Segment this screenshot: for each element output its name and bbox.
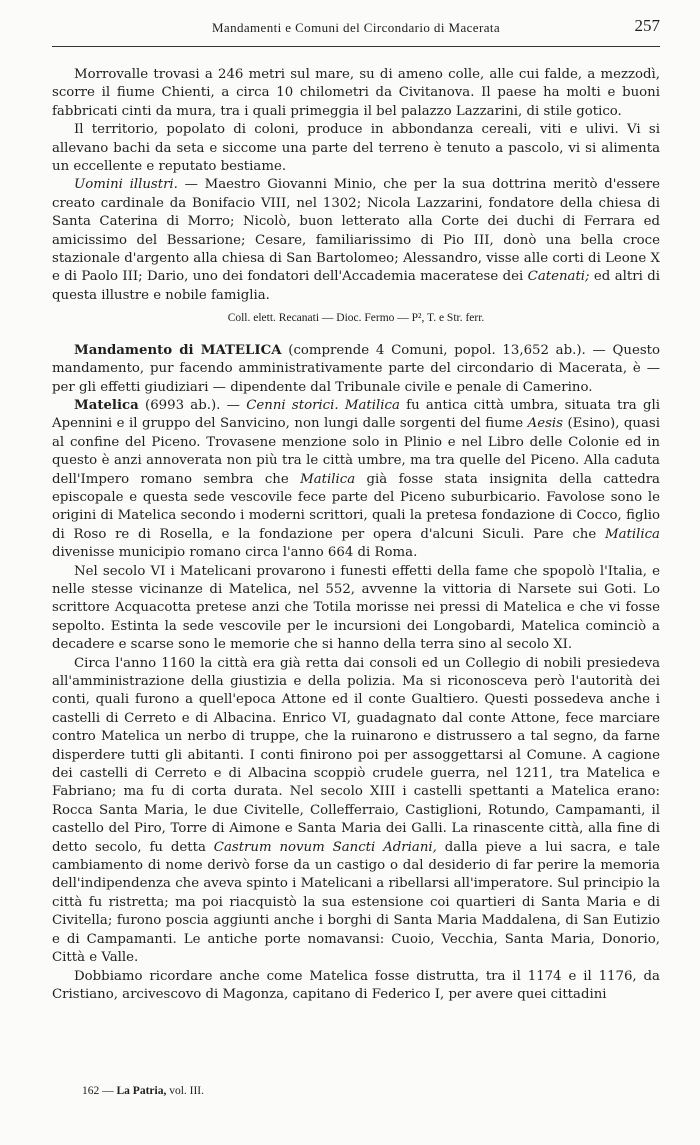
mandamento-name: MATELICA <box>200 342 282 358</box>
section-label-uomini-illustri: Uomini illustri. <box>74 177 178 193</box>
running-header <box>52 14 660 42</box>
footer-signature: 162 — <box>82 1085 114 1097</box>
paragraph-text: Circa l'anno 1160 la città era già retta dai consoli ed un Collegio di nobili presiedeva all'amministrazione della giustizia e della polizia. Ma si riconosceva però l'autorità dei conti, quali furono a quell'epoca Attone ed il conte Gualtiero. Questi possedeva anche i castelli di Cerreto e di Albacina. Enrico VI, guadagnato dal conte Attone, fece marciare contro Matelica un nerbo di truppe, che la ruinarono e distrussero a tal segno, da farne disperdere tutti gli abitanti. I conti finirono poi per assoggettarsi al Comune. A cagione dei castelli di Cerreto e di Albacina scoppiò crudele guerra, nel 1211, tra Matelica e Fabriano; ma fu di corta durata. Nel secolo XIII i castelli spettanti a Matelica erano: Rocca Santa Maria, le due Civitelle, Collefferraio, Castiglioni, Rotundo, Campamanti, il castello del Piro, Torre di Aimone e Santa Maria dei Galli. La rinascente città, alla fine di detto secolo, fu detta <box>52 655 660 855</box>
italic-aesis: Aesis <box>527 416 563 432</box>
paragraph-distruzione: Dobbiamo ricordare anche come Matelica fosse distrutta, tra il 1174 e il 1176, da Cristiano, arcivescovo di Magonza, capitano di Federico I, per avere quei cittadini <box>52 968 660 1002</box>
paragraph-secolo-vi: Nel secolo VI i Matelicani provarono i funesti effetti della fame che spopolò l'Italia, e nelle stesse vicinanze di Matelica, nel 552, avvenne la vittoria di Narsete sui Goti. Lo scrittore Acquacotta pretese anzi che Totila morisse nei pressi di Matelica e che vi fosse sepolto. Estinta la sede vescovile per le incursioni dei Longobardi, Matelica cominciò a decadere e scarse sono le memorie che si hanno della terra sino al secolo XI. <box>52 563 660 653</box>
comune-name: Matelica <box>74 397 139 413</box>
footer-volume: vol. III. <box>169 1085 205 1097</box>
italic-catenati: Catenati; <box>527 269 590 285</box>
italic-castrum: Castrum novum Sancti Adriani, <box>213 839 437 855</box>
paragraph-text: ed altri di questa illustre e nobile famiglia. <box>52 269 660 303</box>
italic-matilica: Matilica <box>604 526 660 542</box>
paragraph-text: (Esino), quasi al confine del Piceno. Trovasene menzione solo in Plinio e nel Libro delle Colonie ed in questo è anzi annoverata non più tra le città umbre, ma tra quelle del Piceno. Alla caduta dell'Impero romano sembra che <box>52 416 660 487</box>
section-label-cenni-storici: Cenni storici. <box>246 397 339 413</box>
footer-work-title: La Patria, <box>116 1085 167 1097</box>
paragraph-uomini-illustri <box>52 176 660 305</box>
paragraph-text: (6993 ab.). — <box>138 397 247 413</box>
header-rule <box>52 46 660 47</box>
paragraph-territorio: Il territorio, popolato di coloni, produce in abbondanza cereali, viti e ulivi. Vi si allevano bachi da seta e siccome una parte del terreno è tenuto a pascolo, vi si alimenta un eccellente e reputato bestiame. <box>52 122 660 175</box>
paragraph-text: dalla pieve a lui sacra, e tale cambiamento di nome derivò forse da un castigo o dal desiderio di far perire la memoria dell'indipendenza che aveva spinto i Matelicani a ribellarsi all'imperatore. Sul principio la città fu ristretta; ma poi riacquistò la sua estensione coi quartieri di Santa Maria e di Civitella; furono poscia aggiunti anche i borghi di Santa Maria Maddalena, di San Eutizio e di Campamanti. Le antiche porte nomavansi: Cuoio, Vecchia, Santa Maria, Donorio, Città e Valle. <box>52 839 660 966</box>
text-body <box>52 66 660 1004</box>
italic-matilica: Matilica <box>300 471 356 487</box>
page-footer <box>82 1085 204 1097</box>
italic-matilica: Matilica <box>344 397 400 413</box>
paragraph-matelica-cenni <box>52 397 660 563</box>
paragraph-morrovalle: Morrovalle trovasi a 246 metri sul mare, su di ameno colle, alle cui falde, a mezzodì, scorre il fiume Chienti, a circa 10 chilometri da Civitanova. Il paese ha molti e buoni fabbricati cinti da mura, tra i quali primeggia il bel palazzo Lazzarini, di stile gotico. <box>52 67 660 119</box>
paragraph-mandamento-matelica <box>52 342 660 397</box>
paragraph-text: già fosse stata insignita della cattedra episcopale e questa sede vescovile fece parte del Piceno suburbicario. Favolose sono le origini di Matelica secondo i moderni scrittori, quali la pretesa fondazione di Cocco, figlio di Roso re di Rosella, e la fondazione per opera d'alcuni Siculi. Pare che <box>52 471 660 542</box>
reference-line: Coll. elett. Recanati — Dioc. Fermo — P², T. e Str. ferr. <box>227 312 485 325</box>
paragraph-text: (comprende 4 Comuni, popol. 13,652 ab.). — Questo mandamento, pur facendo amministrativamente parte del circondario di Macerata, è — per gli effetti giudiziari — dipendente dal Tribunale civile e penale di Camerino. <box>52 342 660 395</box>
paragraph-text: divenisse municipio romano circa l'anno 664 di Roma. <box>52 545 418 561</box>
page-number: 257 <box>634 16 660 35</box>
paragraph-text: — Maestro Giovanni Minio, che per la sua dottrina meritò d'essere creato cardinale da Bonifacio VIII, nel 1302; Nicola Lazzarini, fondatore della chiesa di Santa Caterina di Morro; Nicolò, buon letterato alla Corte dei duchi di Ferrara ed amicissimo del Bessarione; Cesare, familiarissimo di Pio III, donò una bella croce stazionale d'argento alla chiesa di San Bartolomeo; Alessandro, visse alle corti di Leone X e di Paolo III; Dario, uno dei fondatori dell'Accademia maceratese dei <box>52 177 660 285</box>
paragraph-text: fu antica città umbra, situata tra gli Apennini e il gruppo del Sanvicino, non lungi dalle sorgenti del fiume <box>52 397 661 432</box>
mandamento-heading: Mandamento di <box>74 342 201 358</box>
paragraph-anno-1160 <box>52 655 660 968</box>
running-title: Mandamenti e Comuni del Circondario di Macerata <box>211 20 501 35</box>
